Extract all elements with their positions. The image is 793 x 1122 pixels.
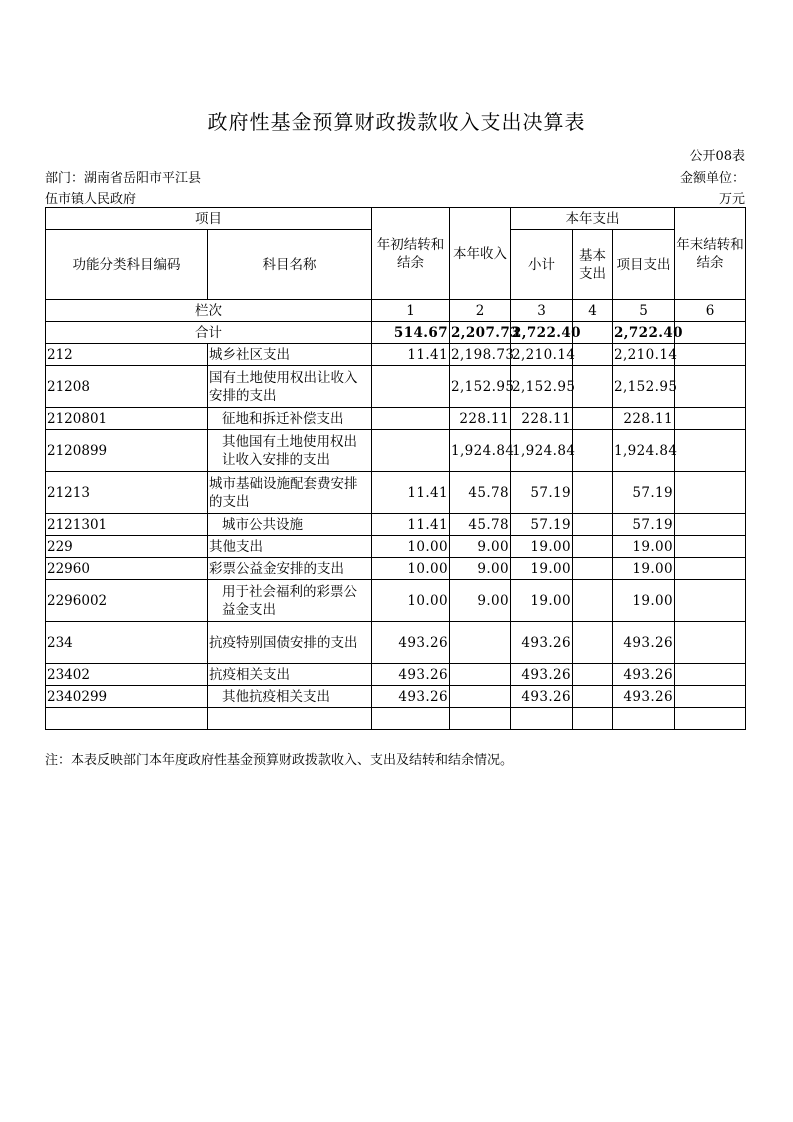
table-row — [46, 686, 746, 708]
row-subject-name: 抗疫特别国债安排的支出 — [208, 622, 372, 664]
table-row — [46, 408, 746, 430]
row-income: 2,152.95 — [450, 366, 511, 408]
row-opening: 493.26 — [372, 686, 450, 708]
row-subject-name: 彩票公益金安排的支出 — [208, 558, 372, 580]
row-subtotal: 19.00 — [511, 536, 573, 558]
row-code: 2340299 — [46, 686, 208, 708]
empty-cell — [450, 708, 511, 730]
row-income: 45.78 — [450, 514, 511, 536]
row-code: 2121301 — [46, 514, 208, 536]
header-item: 项目 — [46, 208, 372, 230]
empty-cell — [372, 708, 450, 730]
row-basic — [573, 580, 613, 622]
row-subtotal: 2,210.14 — [511, 344, 573, 366]
table-row — [46, 430, 746, 472]
row-project: 2,210.14 — [613, 344, 675, 366]
row-opening — [372, 430, 450, 472]
row-basic — [573, 472, 613, 514]
row-ending — [675, 558, 746, 580]
col-index-5: 5 — [613, 300, 675, 322]
row-income: 45.78 — [450, 472, 511, 514]
table-row — [46, 366, 746, 408]
row-income: 2,198.73 — [450, 344, 511, 366]
row-subtotal: 228.11 — [511, 408, 573, 430]
footnote: 注：本表反映部门本年度政府性基金预算财政拨款收入、支出及结转和结余情况。 — [45, 753, 514, 768]
row-project: 493.26 — [613, 686, 675, 708]
header-current-expense: 本年支出 — [511, 208, 675, 230]
col-index-4: 4 — [573, 300, 613, 322]
form-number: 公开08表 — [689, 149, 745, 164]
row-code: 229 — [46, 536, 208, 558]
row-code: 212 — [46, 344, 208, 366]
row-project: 493.26 — [613, 664, 675, 686]
row-code: 23402 — [46, 664, 208, 686]
total-ending — [675, 322, 746, 344]
row-basic — [573, 558, 613, 580]
row-code: 2120899 — [46, 430, 208, 472]
row-basic — [573, 344, 613, 366]
empty-cell — [613, 708, 675, 730]
table-row — [46, 580, 746, 622]
row-basic — [573, 430, 613, 472]
header-opening-balance: 年初结转和结余 — [372, 208, 450, 300]
row-code: 2120801 — [46, 408, 208, 430]
report-table — [45, 207, 746, 730]
row-opening: 11.41 — [372, 344, 450, 366]
page-title: 政府性基金预算财政拨款收入支出决算表 — [207, 110, 586, 134]
row-ending — [675, 514, 746, 536]
row-income — [450, 622, 511, 664]
row-income: 1,924.84 — [450, 430, 511, 472]
col-index-2: 2 — [450, 300, 511, 322]
row-opening: 10.00 — [372, 536, 450, 558]
empty-row — [46, 708, 746, 730]
row-subtotal: 493.26 — [511, 664, 573, 686]
table-row — [46, 664, 746, 686]
row-project: 493.26 — [613, 622, 675, 664]
row-income: 9.00 — [450, 558, 511, 580]
row-subject-name: 其他抗疫相关支出 — [208, 686, 372, 708]
row-opening — [372, 366, 450, 408]
row-subtotal: 57.19 — [511, 472, 573, 514]
row-code: 234 — [46, 622, 208, 664]
row-ending — [675, 580, 746, 622]
row-opening — [372, 408, 450, 430]
row-project: 19.00 — [613, 580, 675, 622]
col-index-3: 3 — [511, 300, 573, 322]
row-ending — [675, 472, 746, 514]
row-subtotal: 1,924.84 — [511, 430, 573, 472]
row-project: 19.00 — [613, 536, 675, 558]
row-ending — [675, 344, 746, 366]
row-subtotal: 2,152.95 — [511, 366, 573, 408]
row-income — [450, 686, 511, 708]
row-ending — [675, 430, 746, 472]
row-subject-name: 城市公共设施 — [208, 514, 372, 536]
row-subtotal: 19.00 — [511, 580, 573, 622]
header-ending-balance: 年末结转和结余 — [675, 208, 746, 300]
row-subject-name: 城市基础设施配套费安排的支出 — [208, 472, 372, 514]
row-project: 57.19 — [613, 514, 675, 536]
row-ending — [675, 536, 746, 558]
row-income: 9.00 — [450, 580, 511, 622]
row-subject-name: 城乡社区支出 — [208, 344, 372, 366]
empty-cell — [573, 708, 613, 730]
header-current-income: 本年收入 — [450, 208, 511, 300]
row-basic — [573, 536, 613, 558]
row-code: 21208 — [46, 366, 208, 408]
row-opening: 11.41 — [372, 472, 450, 514]
header-basic-expense: 基本支出 — [573, 230, 613, 300]
row-opening: 10.00 — [372, 558, 450, 580]
empty-cell — [511, 708, 573, 730]
col-index-6: 6 — [675, 300, 746, 322]
row-opening: 493.26 — [372, 622, 450, 664]
row-opening: 10.00 — [372, 580, 450, 622]
row-ending — [675, 664, 746, 686]
row-basic — [573, 622, 613, 664]
row-project: 19.00 — [613, 558, 675, 580]
col-index-1: 1 — [372, 300, 450, 322]
row-basic — [573, 366, 613, 408]
department-label-cont: 伍市镇人民政府 — [45, 192, 137, 207]
row-subtotal: 493.26 — [511, 686, 573, 708]
unit-label: 金额单位： — [679, 171, 745, 186]
row-ending — [675, 366, 746, 408]
table-row — [46, 558, 746, 580]
unit-value: 万元 — [718, 192, 745, 207]
row-subject-name: 国有土地使用权出让收入安排的支出 — [208, 366, 372, 408]
row-income: 228.11 — [450, 408, 511, 430]
table-row — [46, 536, 746, 558]
empty-cell — [208, 708, 372, 730]
row-opening: 493.26 — [372, 664, 450, 686]
header-code: 功能分类科目编码 — [46, 230, 208, 300]
header-project-expense: 项目支出 — [613, 230, 675, 300]
row-subtotal: 493.26 — [511, 622, 573, 664]
table-row — [46, 472, 746, 514]
total-row — [46, 322, 746, 344]
department-label: 部门：湖南省岳阳市平江县 — [45, 171, 202, 186]
row-project: 1,924.84 — [613, 430, 675, 472]
header-subject-name: 科目名称 — [208, 230, 372, 300]
row-code: 21213 — [46, 472, 208, 514]
total-project: 2,722.40 — [613, 322, 675, 344]
row-ending — [675, 408, 746, 430]
row-subject-name: 征地和拆迁补偿支出 — [208, 408, 372, 430]
row-income — [450, 664, 511, 686]
table-row — [46, 344, 746, 366]
empty-cell — [46, 708, 208, 730]
row-basic — [573, 514, 613, 536]
row-code: 22960 — [46, 558, 208, 580]
row-basic — [573, 408, 613, 430]
total-subtotal: 2,722.40 — [511, 322, 573, 344]
row-project: 2,152.95 — [613, 366, 675, 408]
row-ending — [675, 686, 746, 708]
total-income: 2,207.73 — [450, 322, 511, 344]
total-label: 合计 — [46, 322, 372, 344]
row-income: 9.00 — [450, 536, 511, 558]
row-opening: 11.41 — [372, 514, 450, 536]
row-subtotal: 19.00 — [511, 558, 573, 580]
row-project: 228.11 — [613, 408, 675, 430]
row-subtotal: 57.19 — [511, 514, 573, 536]
row-code: 2296002 — [46, 580, 208, 622]
table-row — [46, 514, 746, 536]
row-subject-name: 其他国有土地使用权出让收入安排的支出 — [208, 430, 372, 472]
total-opening: 514.67 — [372, 322, 450, 344]
row-ending — [675, 622, 746, 664]
row-project: 57.19 — [613, 472, 675, 514]
table-row — [46, 622, 746, 664]
row-subject-name: 用于社会福利的彩票公益金支出 — [208, 580, 372, 622]
empty-cell — [675, 708, 746, 730]
row-basic — [573, 686, 613, 708]
row-index-label: 栏次 — [46, 300, 372, 322]
row-subject-name: 抗疫相关支出 — [208, 664, 372, 686]
row-basic — [573, 664, 613, 686]
header-subtotal: 小计 — [511, 230, 573, 300]
row-subject-name: 其他支出 — [208, 536, 372, 558]
